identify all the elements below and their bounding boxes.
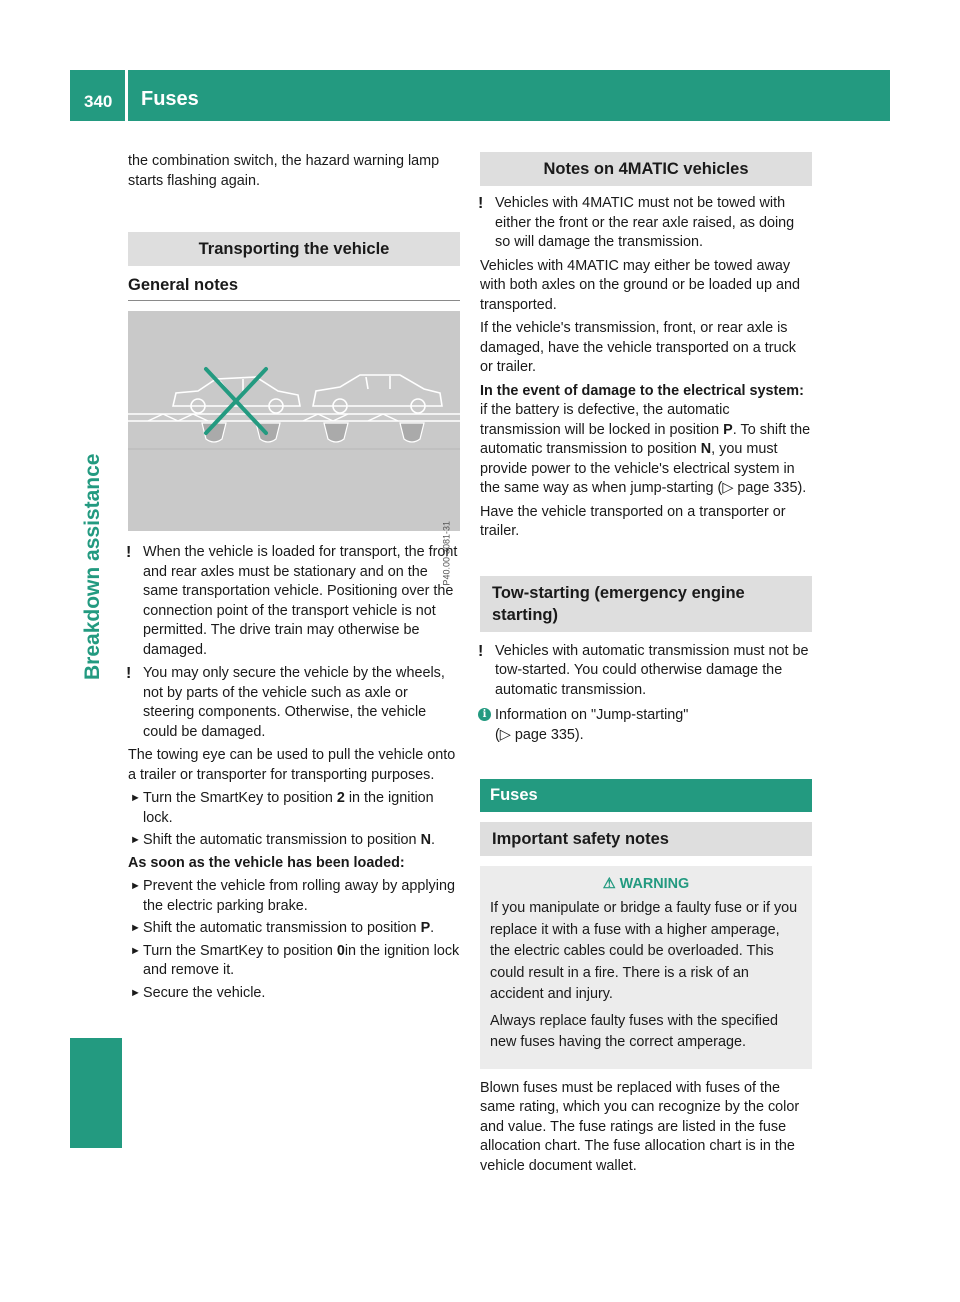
para-transport-trailer: Have the vehicle transported on a transporter or trailer. <box>480 503 786 539</box>
page-ref-icon: ▷ <box>499 726 511 743</box>
step-smartkey-0: ► Turn the SmartKey to position 0in the ignition lock and remove it. <box>130 942 460 978</box>
subsection-general-notes: General notes <box>128 276 460 301</box>
side-tab-label: Breakdown assistance <box>81 453 104 680</box>
info-jump-starting: i Information on "Jump-starting" (▷ page 335). <box>480 706 812 745</box>
section-fuses: Fuses <box>480 779 812 812</box>
warning-title: ⚠ WARNING <box>602 876 690 892</box>
header-title: Fuses <box>141 88 199 110</box>
page-number: 340 <box>84 92 113 111</box>
note-text: Vehicles with automatic transmission must not be tow-started. You could otherwise damage the automatic transmission. <box>495 642 809 698</box>
section-4matic: Notes on 4MATIC vehicles <box>480 152 812 186</box>
arrow-icon: ► <box>130 922 141 934</box>
step-shift-p: ► Shift the automatic transmission to position P. <box>128 919 460 939</box>
arrow-icon: ► <box>130 792 141 804</box>
note-text: Vehicles with 4MATIC must not be towed with either the front or the rear axle raised, as doing so will damage the transmission. <box>495 195 795 250</box>
info-icon: i <box>478 708 491 721</box>
arrow-icon: ► <box>130 944 141 957</box>
para-electrical-damage: In the event of damage to the electrical system: if the battery is defective, the automatic transmission will be locked in position P. To shift the automatic transmission to position N, you must provide power to the vehicle's electrical system in the same way as when jump-starting (▷ page 335). <box>480 382 811 496</box>
warning-triangle-icon: ⚠ <box>602 876 616 892</box>
note-text: You may only secure the vehicle by the wheels, not by parts of the vehicle such as axle or steering components. Otherwise, the vehicle could be damaged. <box>143 665 445 740</box>
transport-illustration <box>128 311 460 531</box>
para-damage-transport: If the vehicle's transmission, front, or rear axle is damaged, have the vehicle transported on a truck or trailer. <box>480 320 796 375</box>
caution-icon: ! <box>126 544 132 561</box>
transport-figure <box>128 311 460 586</box>
step-parking-brake: ► Prevent the vehicle from rolling away by applying the electric parking brake. <box>130 878 455 914</box>
caution-icon: ! <box>478 642 484 660</box>
warning-text-1: If you manipulate or bridge a faulty fuse or if you replace it with a fuse with a higher amperage, the electric cables could be overloaded. This could result in a fire. There is a risk of an accident and injury. <box>490 900 798 1002</box>
para-blown-fuses: Blown fuses must be replaced with fuses of the same rating, which you can recognize by the color and value. The fuse ratings are listed in the fuse allocation chart. The fuse allocation chart is in the vehicle document wallet. <box>480 1079 800 1174</box>
caution-icon: ! <box>478 195 484 212</box>
step-shift-n: ► Shift the automatic transmission to position N. <box>128 831 460 851</box>
right-column <box>480 152 812 1180</box>
section-safety-notes: Important safety notes <box>480 822 812 856</box>
warning-text-2: Always replace faulty fuses with the specified new fuses having the correct amperage. <box>490 1012 778 1050</box>
intro-text: the combination switch, the hazard warning lamp starts flashing again. <box>128 153 440 189</box>
section-transporting: Transporting the vehicle <box>128 232 460 266</box>
arrow-icon: ► <box>130 880 141 892</box>
step-smartkey-2: ► Turn the SmartKey to position 2 in the ignition lock. <box>130 790 434 826</box>
loaded-heading: As soon as the vehicle has been loaded: <box>128 854 405 871</box>
figure-code: P40.00-3081-31 <box>442 521 452 586</box>
note-secure-wheels <box>128 664 460 742</box>
towing-eye-text: The towing eye can be used to pull the vehicle onto a trailer or transporter for transporting purposes. <box>128 747 456 783</box>
para-4matic-transport: Vehicles with 4MATIC may either be towed away with both axles on the ground or be loaded up and transported. <box>480 257 801 313</box>
arrow-icon: ► <box>130 986 141 999</box>
page-ref-icon: ▷ <box>722 480 734 496</box>
warning-box <box>480 866 812 1069</box>
step-secure-vehicle: ► Secure the vehicle. <box>128 984 460 1004</box>
note-text: When the vehicle is loaded for transport, the front and rear axles must be stationary and on the same transportation vehicle. Positioning over the connection point of the transport vehicle is not permitted. The drive train may otherwise be damaged. <box>143 544 458 658</box>
note-transport-axles <box>128 543 460 660</box>
note-tow-starting <box>480 642 812 701</box>
side-tab-block <box>70 1038 122 1148</box>
note-4matic-towing <box>480 194 812 253</box>
left-column <box>128 152 460 1006</box>
caution-icon: ! <box>126 665 132 682</box>
section-tow-starting: Tow-starting (emergency engine starting) <box>480 576 812 632</box>
arrow-icon: ► <box>130 834 141 846</box>
header-divider <box>125 70 128 121</box>
